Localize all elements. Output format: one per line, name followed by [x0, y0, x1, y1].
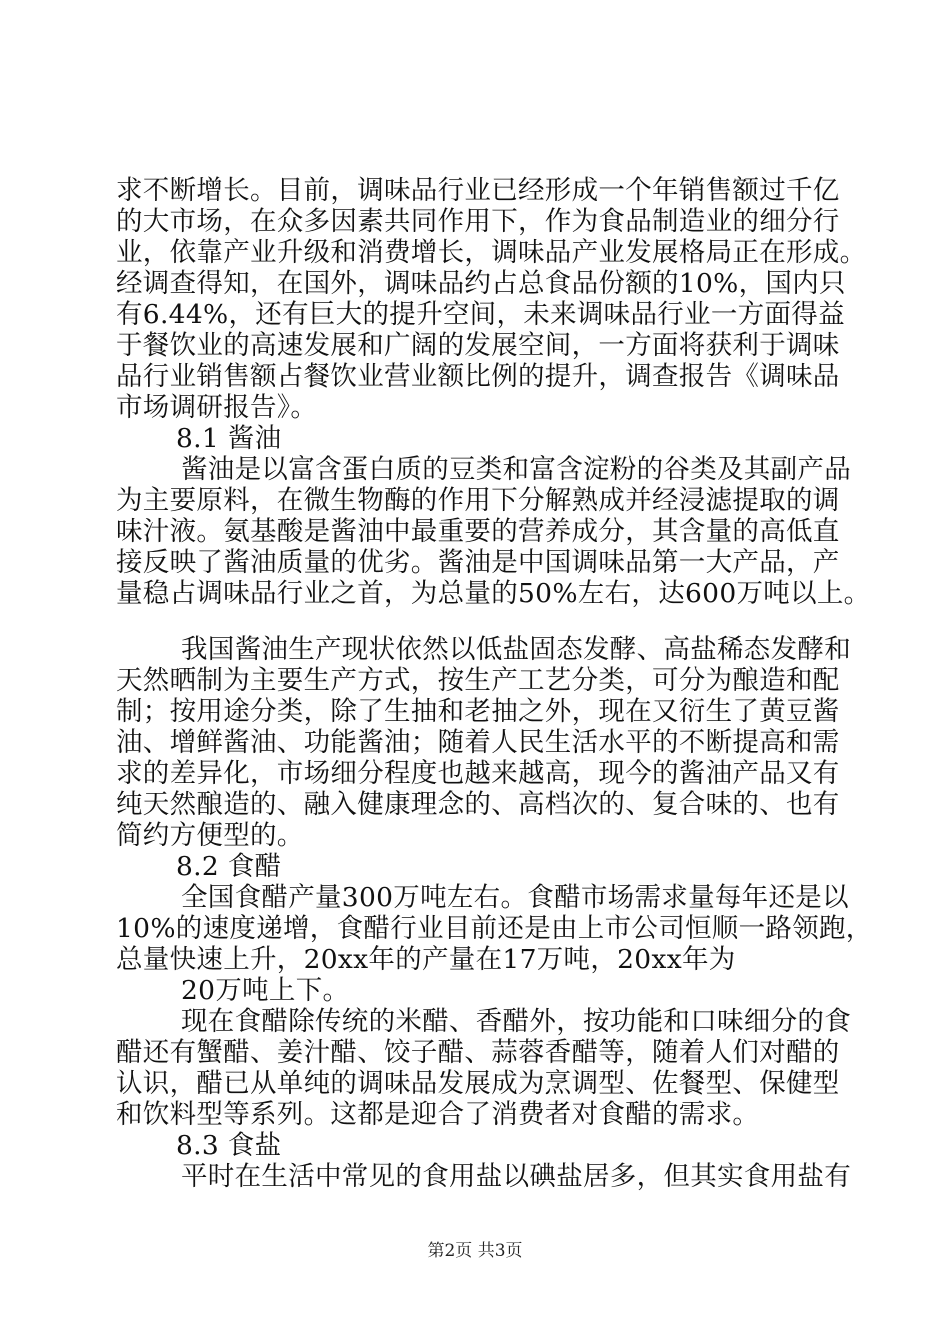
body-text-line: 味汁液。氨基酸是酱油中最重要的营养成分，其含量的高低直 — [116, 515, 840, 547]
body-text-line: 我国酱油生产现状依然以低盐固态发酵、高盐稀态发酵和 — [181, 634, 851, 666]
body-text-line: 10%的速度递增，食醋行业目前还是由上市公司恒顺一路领跑， — [116, 913, 873, 945]
section-heading-8-2: 8.2 食醋 — [176, 851, 282, 883]
body-text-line: 酱油是以富含蛋白质的豆类和富含淀粉的谷类及其副产品 — [181, 453, 851, 485]
body-text-line: 求的差异化，市场细分程度也越来越高，现今的酱油产品又有 — [116, 758, 840, 790]
body-text-line: 醋还有蟹醋、姜汁醋、饺子醋、蒜蓉香醋等，随着人们对醋的 — [116, 1037, 840, 1069]
body-text-line: 求不断增长。目前，调味品行业已经形成一个年销售额过千亿 — [116, 175, 840, 206]
body-text-line: 品行业销售额占餐饮业营业额比例的提升，调查报告《调味品 — [116, 360, 840, 392]
body-text-line: 简约方便型的。 — [116, 820, 304, 852]
body-text-line: 为主要原料，在微生物酶的作用下分解熟成并经浸滤提取的调 — [116, 484, 840, 516]
body-text-line: 的大市场，在众多因素共同作用下，作为食品制造业的细分行 — [116, 205, 840, 237]
body-text-line: 认识，醋已从单纯的调味品发展成为烹调型、佐餐型、保健型 — [116, 1068, 840, 1100]
body-text-line: 全国食醋产量300万吨左右。食醋市场需求量每年还是以 — [181, 882, 849, 914]
body-text-line: 平时在生活中常见的食用盐以碘盐居多，但其实食用盐有 — [181, 1161, 851, 1192]
body-text-line: 总量快速上升，20xx年的产量在17万吨，20xx年为 — [116, 944, 736, 976]
body-text-line: 天然晒制为主要生产方式，按生产工艺分类，可分为酿造和配 — [116, 665, 840, 697]
body-text-line: 制；按用途分类，除了生抽和老抽之外，现在又衍生了黄豆酱 — [116, 696, 840, 728]
body-text-line: 于餐饮业的高速发展和广阔的发展空间，一方面将获利于调味 — [116, 329, 840, 361]
body-text-line: 有6.44%，还有巨大的提升空间，未来调味品行业一方面得益 — [116, 298, 845, 330]
body-text-line: 和饮料型等系列。这都是迎合了消费者对食醋的需求。 — [116, 1099, 760, 1131]
body-text-line: 20万吨上下。 — [181, 975, 350, 1007]
section-heading-8-3: 8.3 食盐 — [176, 1130, 282, 1162]
body-text-line: 纯天然酿造的、融入健康理念的、高档次的、复合味的、也有 — [116, 789, 840, 821]
body-text-line: 接反映了酱油质量的优劣。酱油是中国调味品第一大产品，产 — [116, 546, 840, 578]
body-text-line: 量稳占调味品行业之首，为总量的50%左右，达600万吨以上。 — [116, 577, 871, 609]
body-text-line: 市场调研报告》。 — [116, 391, 318, 423]
page-footer: 第2页 共3页 — [427, 1241, 523, 1261]
section-heading-8-1: 8.1 酱油 — [176, 422, 282, 454]
body-text-line: 业，依靠产业升级和消费增长，调味品产业发展格局正在形成。 — [116, 236, 867, 268]
body-text-line: 现在食醋除传统的米醋、香醋外，按功能和口味细分的食 — [181, 1006, 851, 1038]
body-text-line: 经调查得知，在国外，调味品约占总食品份额的10%，国内只 — [116, 267, 846, 299]
body-text-line: 油、增鲜酱油、功能酱油；随着人民生活水平的不断提高和需 — [116, 727, 840, 759]
